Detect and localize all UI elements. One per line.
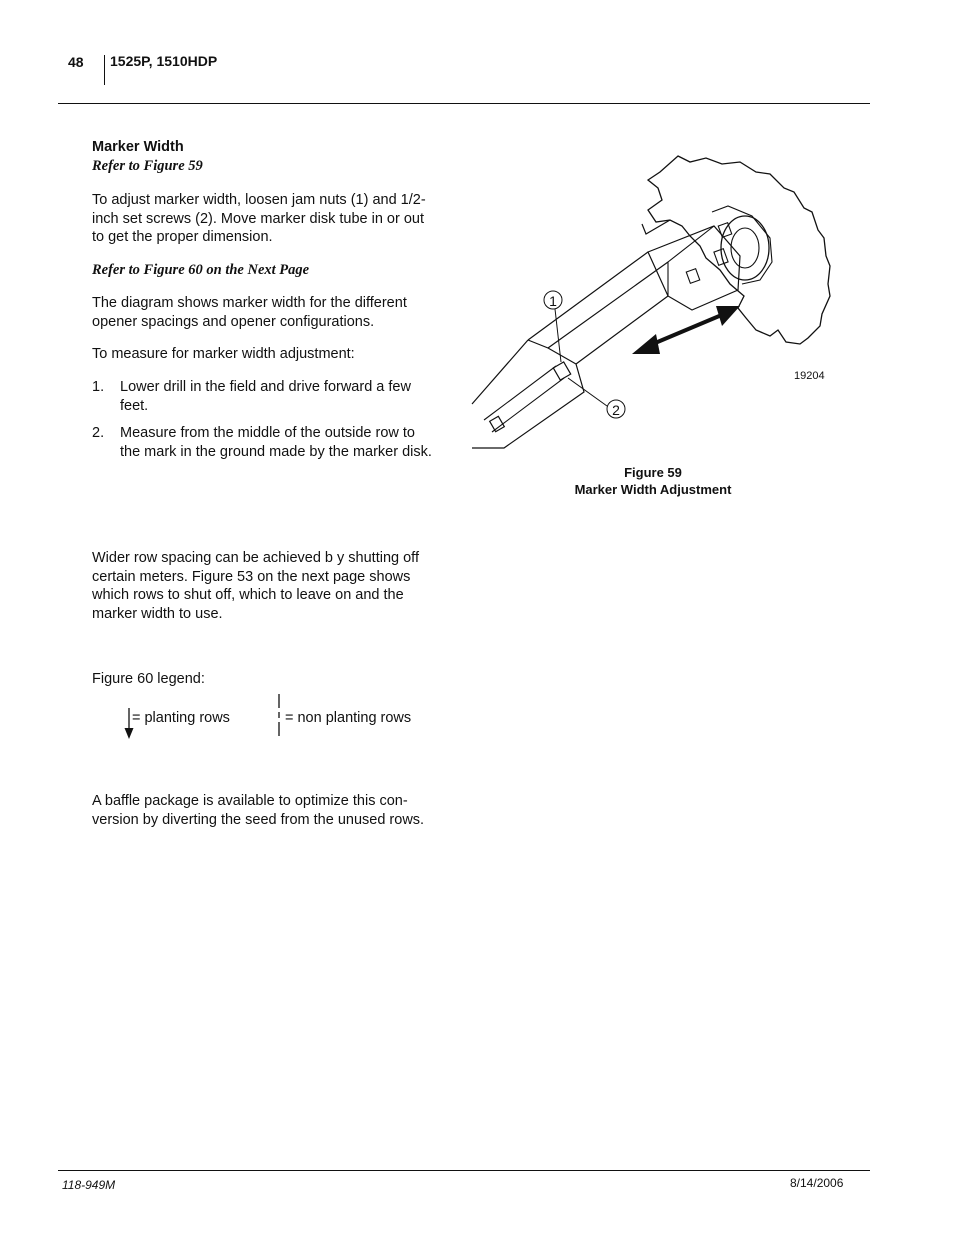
paragraph-adjust-text: To adjust marker width, loosen jam nuts (1) and 1/2-inch set screws (2). Move marker disk tube in or out to get the proper dimension.	[92, 192, 426, 245]
paragraph-measure-text: To measure for marker width adjustment:	[92, 346, 355, 362]
page-number: 48	[68, 54, 84, 70]
footer-rule	[58, 1170, 870, 1171]
paragraph-row-spacing	[92, 549, 432, 623]
document-date: 8/14/2006	[790, 1176, 844, 1190]
step-number: 1.	[92, 379, 105, 395]
legend-planting-label: = planting rows	[132, 710, 230, 726]
step-text: Lower drill in the field and drive forward a few feet.	[120, 379, 411, 414]
list-item	[92, 378, 432, 415]
paragraph-baffle	[92, 792, 432, 829]
step-text: Measure from the middle of the outside row to the mark in the ground made by the marker disk.	[120, 425, 432, 460]
step-number: 2.	[92, 425, 105, 441]
model-title: 1525P, 1510HDP	[110, 53, 218, 69]
steps-list	[92, 378, 432, 470]
marker-disk-icon	[648, 156, 830, 344]
paragraph-diagram	[92, 294, 432, 331]
paragraph-adjust	[92, 191, 432, 247]
header-divider	[104, 55, 105, 85]
list-item	[92, 424, 432, 461]
paragraph-baffle-text: A baffle package is available to optimize this con-version by diverting the seed from the unused rows.	[92, 793, 425, 828]
section-heading: Marker Width	[92, 139, 184, 155]
legend-non-planting-label: = non planting rows	[285, 710, 412, 726]
figure-caption-number: Figure 59	[624, 465, 682, 480]
header-rule	[58, 103, 870, 104]
paragraph-measure	[92, 345, 432, 364]
figure-image-id: 19204	[794, 370, 825, 382]
paragraph-row-spacing-text: Wider row spacing can be achieved b y shutting off certain meters. Figure 53 on the next page shows which rows to shut off, which to leave on and the marker width to use.	[92, 550, 419, 622]
document-number: 118-949M	[62, 1178, 116, 1192]
callout-1: 1	[549, 293, 557, 309]
marker-width-illustration	[470, 150, 840, 455]
refer-figure-60: Refer to Figure 60 on the Next Page	[92, 262, 310, 278]
callout-2: 2	[612, 402, 620, 418]
legend-title-text: Figure 60 legend:	[92, 671, 205, 687]
legend-title	[92, 670, 432, 689]
figure-caption-title: Marker Width Adjustment	[574, 482, 732, 497]
non-planting-row-dashed-icon	[276, 694, 282, 738]
refer-figure-59: Refer to Figure 59	[92, 158, 203, 174]
paragraph-diagram-text: The diagram shows marker width for the different opener spacings and opener configurations.	[92, 295, 407, 330]
figure-caption	[553, 464, 753, 498]
